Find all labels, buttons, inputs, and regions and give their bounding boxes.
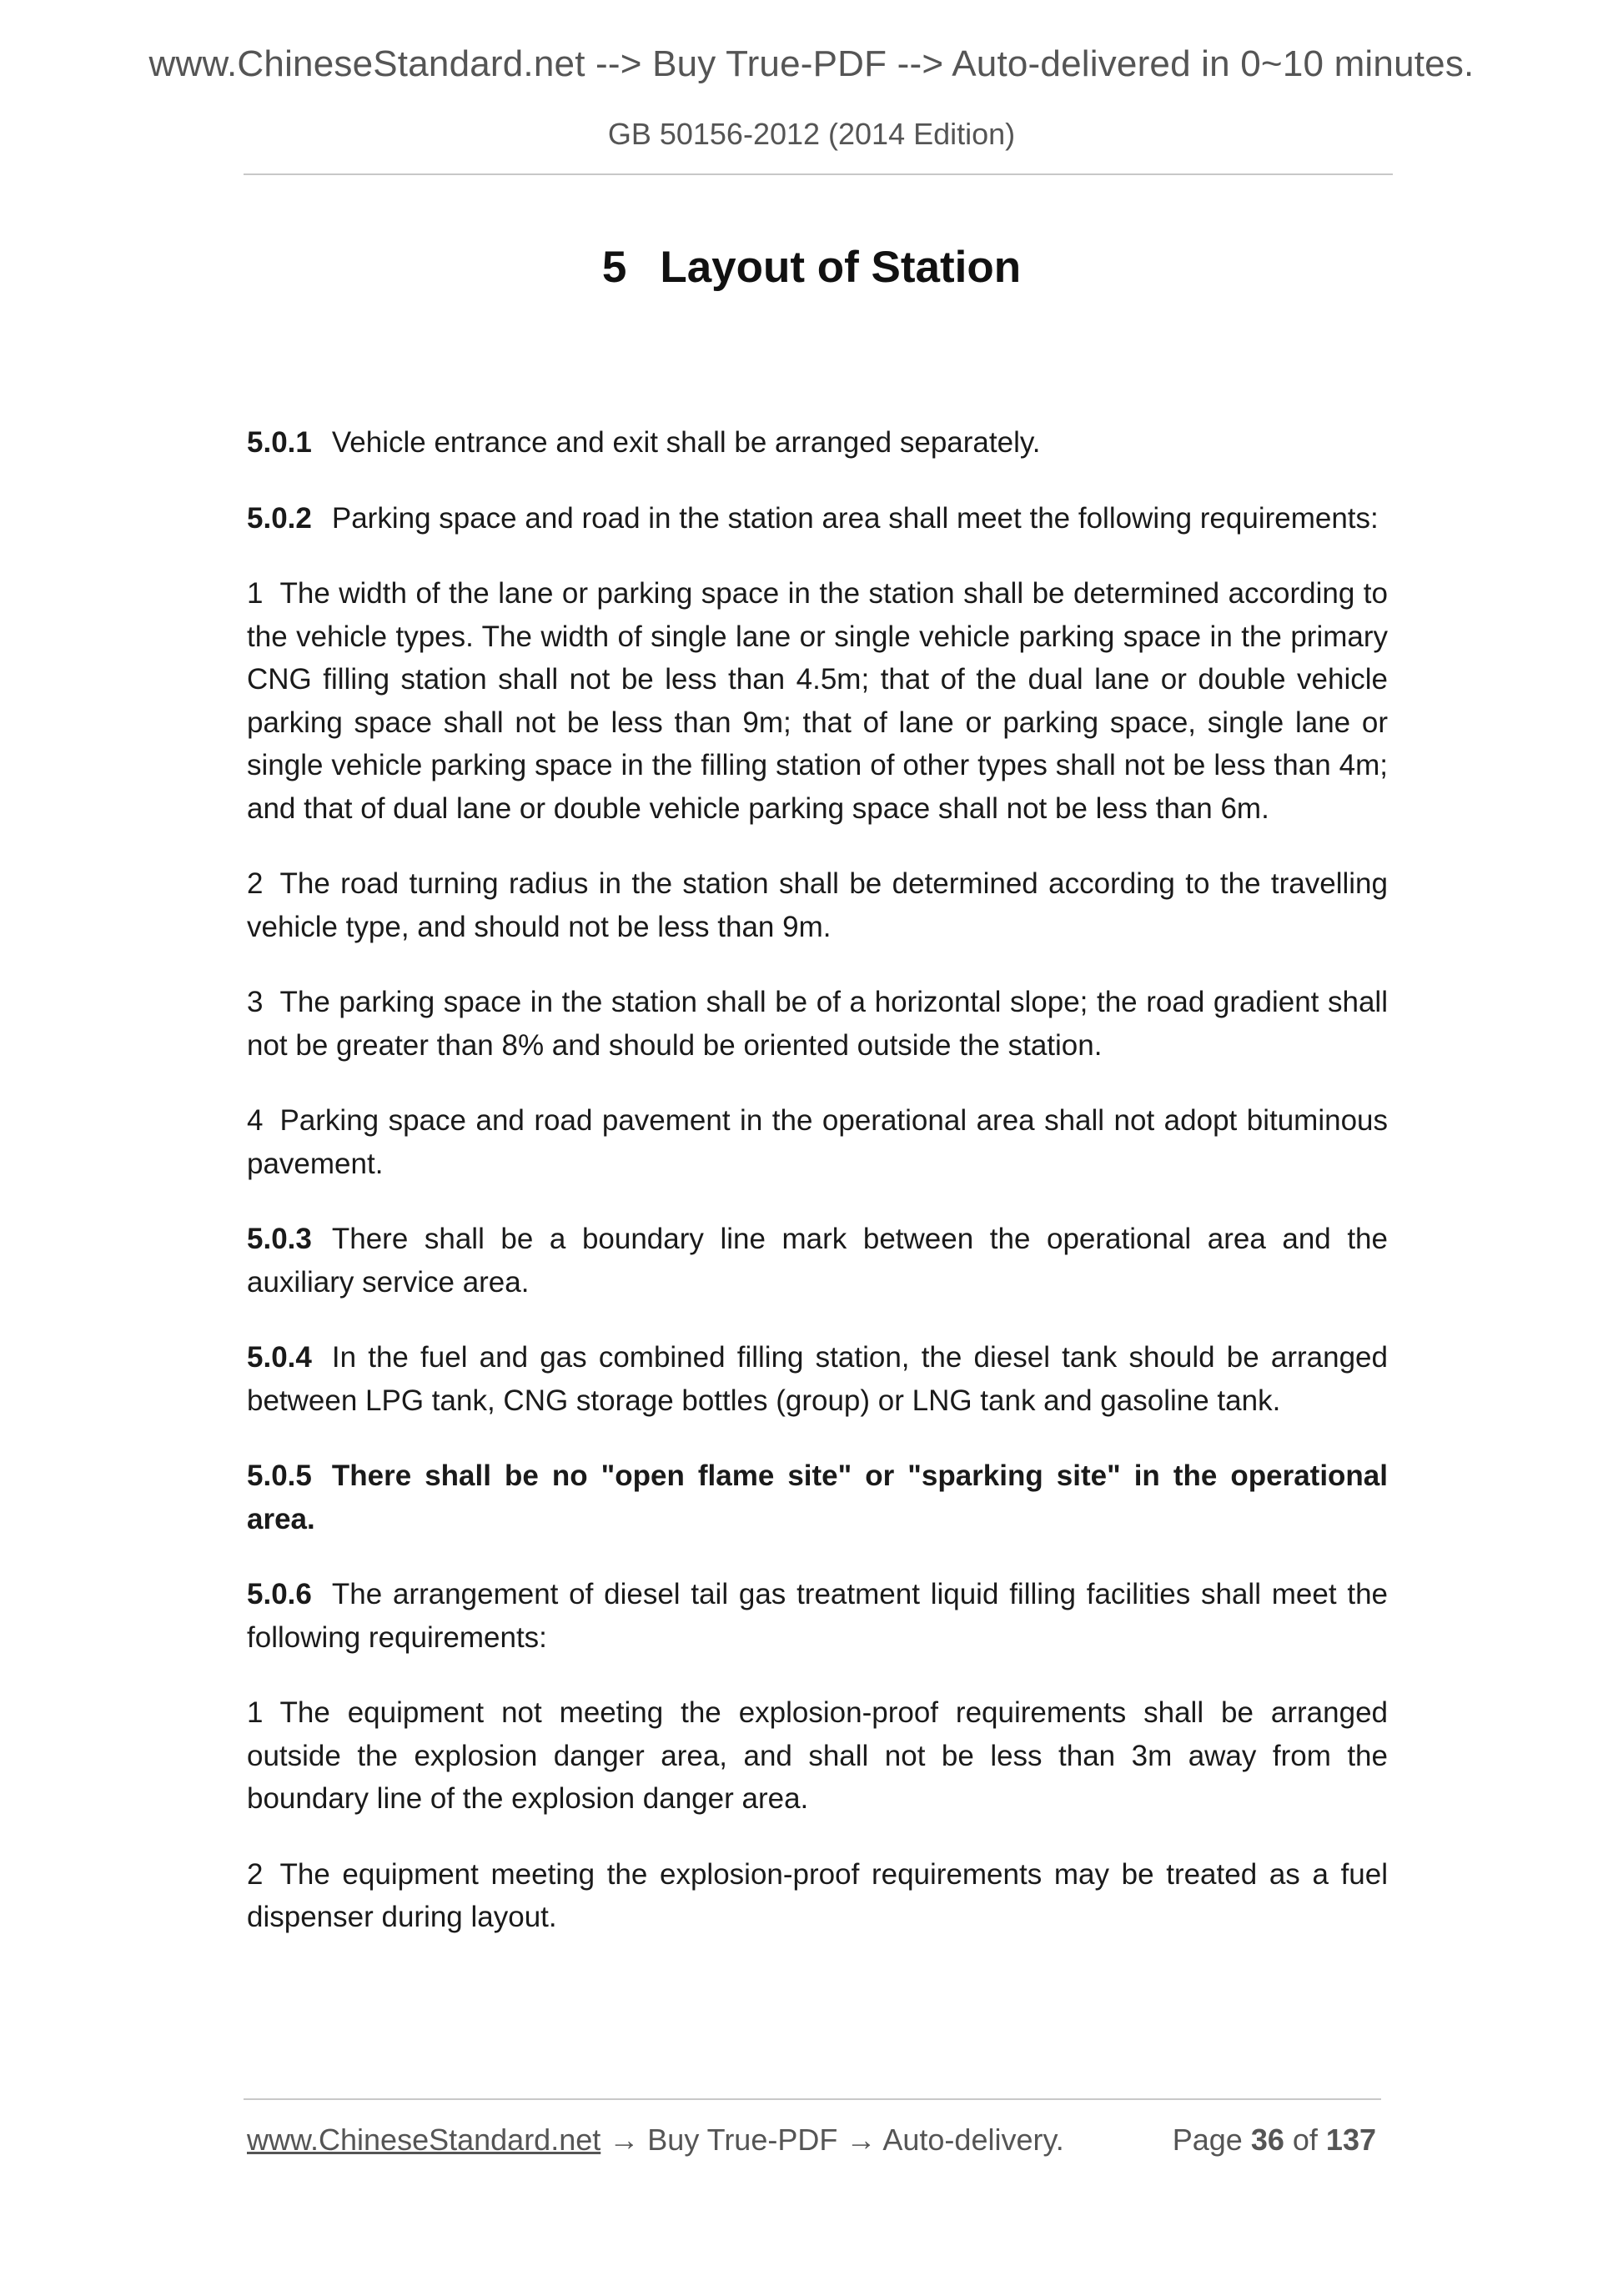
footer-site-link[interactable]: www.ChineseStandard.net (247, 2123, 601, 2157)
item-text: The equipment not meeting the explosion-proof requirements shall be arranged outside the explosion danger area, and shall not be less than 3m away from the boundary line of the explosion danger area. (247, 1696, 1388, 1815)
page-number: 36 (1250, 2123, 1284, 2157)
chapter-number: 5 (601, 243, 627, 292)
top-banner[interactable]: www.ChineseStandard.net --> Buy True-PDF --> Auto-delivered in 0~10 minutes. (148, 43, 1475, 84)
item-text: The width of the lane or parking space in the station shall be determined according to the vehicle types. The width of single lane or single vehicle parking space in the primary CNG filling station shall not be less than 4.5m; that of the dual lane or double vehicle parking space shall not be less than 9m; that of lane or parking space, single lane or single vehicle parking space in the filling station of other types shall not be less than 4m; and that of dual lane or double vehicle parking space shall not be less than 6m. (247, 577, 1388, 825)
clause-number: 5.0.5 (247, 1459, 312, 1492)
total-pages: 137 (1325, 2123, 1376, 2157)
clause-text: In the fuel and gas combined filling station, the diesel tank should be arranged between LPG tank, CNG storage bottles (group) or LNG tank and gasoline tank. (247, 1341, 1388, 1417)
clause-number: 5.0.1 (247, 426, 312, 459)
document-body (247, 421, 1388, 1972)
chapter-title (0, 242, 1623, 293)
clause-number: 5.0.2 (247, 501, 312, 535)
chapter-title-text: Layout of Station (660, 243, 1022, 292)
page-indicator (1173, 2123, 1376, 2158)
item-number: 1 (247, 1696, 264, 1729)
clause-5-0-2 (247, 497, 1388, 540)
clause-text: Parking space and road in the station area shall meet the following requirements: (331, 501, 1379, 535)
clause-5-0-2-item-4 (247, 1099, 1388, 1185)
clause-text: There shall be no "open flame site" or "sparking site" in the operational area. (247, 1459, 1388, 1535)
item-number: 4 (247, 1104, 264, 1137)
clause-5-0-2-item-3 (247, 981, 1388, 1067)
clause-5-0-4 (247, 1336, 1388, 1422)
clause-5-0-1 (247, 421, 1388, 465)
arrow-right-icon: → (846, 2123, 877, 2157)
footer-divider (244, 2098, 1381, 2100)
clause-5-0-6-item-2 (247, 1853, 1388, 1939)
clause-number: 5.0.3 (247, 1223, 312, 1255)
clause-5-0-3 (247, 1218, 1388, 1304)
item-number: 2 (247, 1857, 264, 1891)
item-number: 1 (247, 577, 264, 610)
page-label: Page (1172, 2123, 1243, 2157)
clause-5-0-2-item-2 (247, 862, 1388, 948)
footer-buy-text: Buy True-PDF (647, 2123, 838, 2157)
clause-text: Vehicle entrance and exit shall be arranged separately. (331, 426, 1041, 459)
footer-auto-text: Auto-delivery. (882, 2123, 1064, 2157)
item-number: 3 (247, 986, 264, 1018)
clause-number: 5.0.6 (247, 1578, 312, 1610)
item-text: The road turning radius in the station shall be determined according to the travelling vehicle type, and should not be less than 9m. (247, 867, 1388, 943)
header-divider (244, 173, 1393, 175)
of-label: of (1292, 2123, 1318, 2157)
arrow-right-icon: → (609, 2123, 640, 2157)
document-code: GB 50156-2012 (2014 Edition) (607, 117, 1016, 151)
clause-5-0-6-item-1 (247, 1691, 1388, 1821)
clause-5-0-6 (247, 1573, 1388, 1659)
clause-5-0-2-item-1 (247, 572, 1388, 830)
clause-text: There shall be a boundary line mark between the operational area and the auxiliary service area. (247, 1223, 1388, 1299)
item-text: The parking space in the station shall be of a horizontal slope; the road gradient shall not be greater than 8% and should be oriented outside the station. (247, 986, 1388, 1062)
clause-text: The arrangement of diesel tail gas treatment liquid filling facilities shall meet the following requirements: (247, 1578, 1388, 1654)
item-text: The equipment meeting the explosion-proof requirements may be treated as a fuel dispenser during layout. (247, 1857, 1388, 1933)
clause-5-0-5 (247, 1454, 1388, 1540)
item-number: 2 (247, 867, 264, 900)
clause-number: 5.0.4 (247, 1341, 312, 1374)
item-text: Parking space and road pavement in the operational area shall not adopt bituminous pavement. (247, 1104, 1388, 1180)
footer-links (247, 2123, 1064, 2158)
